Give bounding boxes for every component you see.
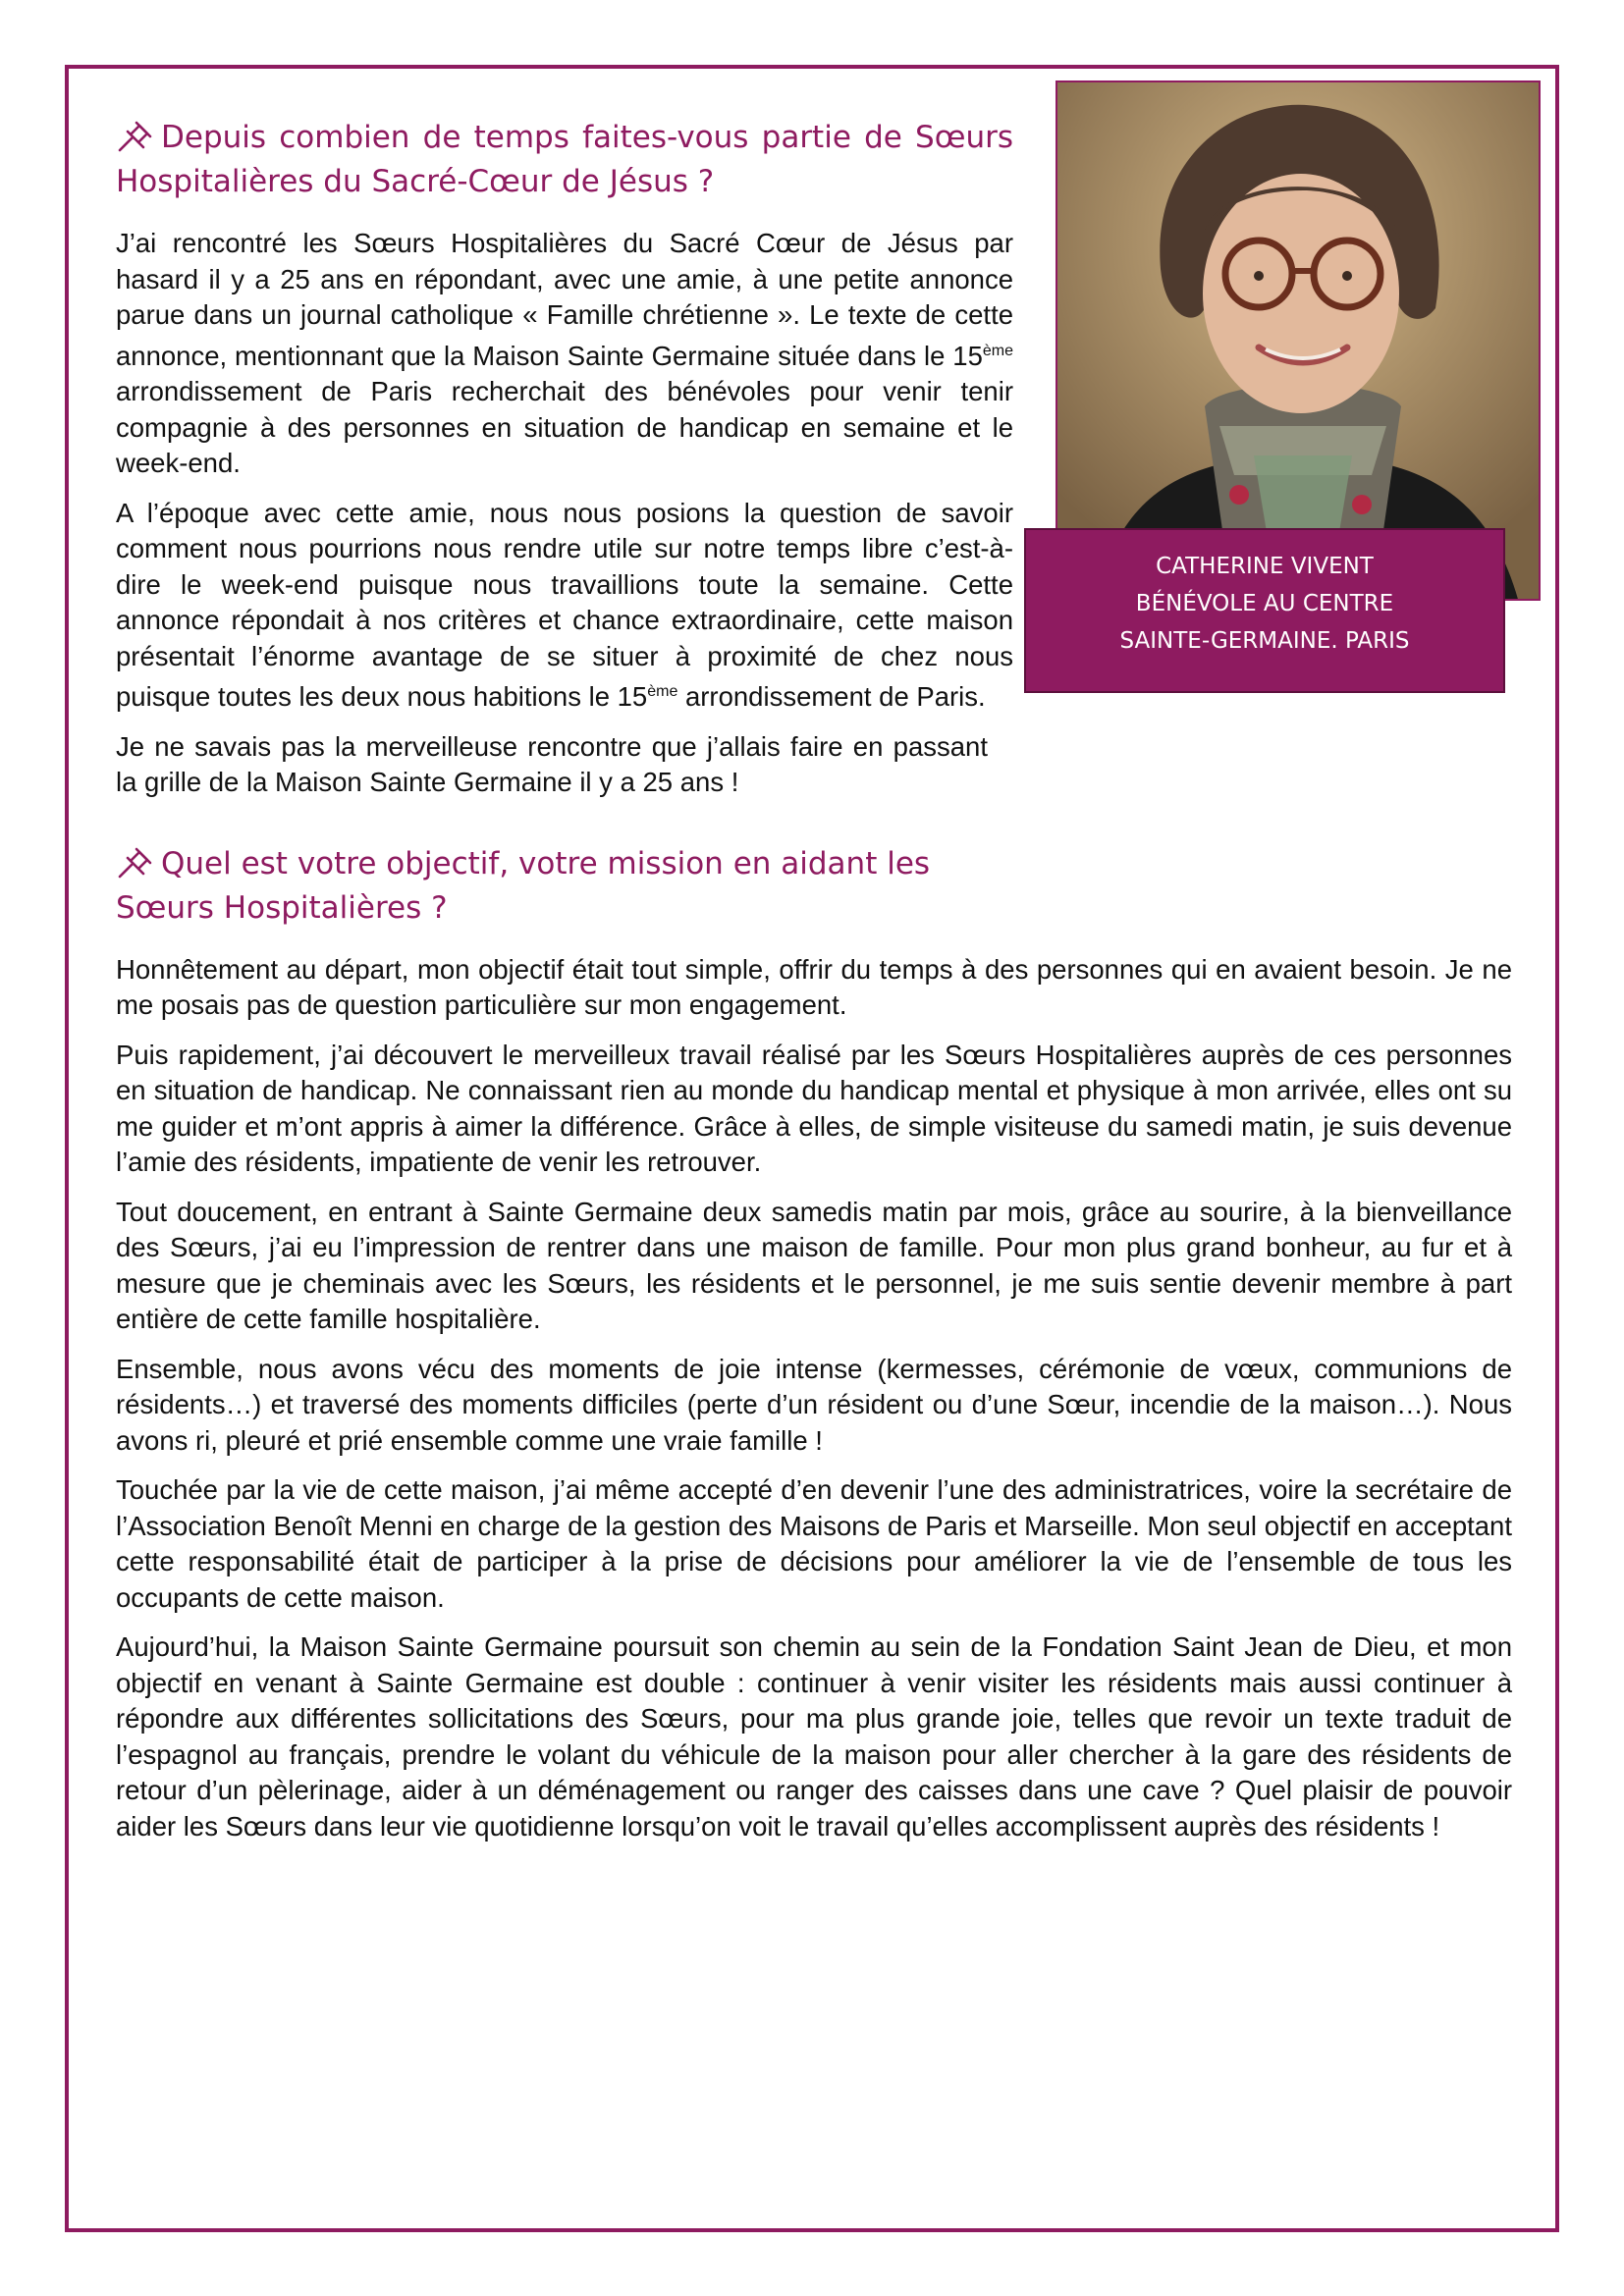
pushpin-icon bbox=[116, 844, 159, 880]
section-heading-1-text: Depuis combien de temps faites-vous partie de Sœurs Hospitalières du Sacré-Cœur de Jésus ? bbox=[116, 120, 1013, 199]
paragraph-text: A l’époque avec cette amie, nous nous posions la question de savoir comment nous pourrions nous rendre utile sur notre temps libre c’est-à-dire le week-end puisque nous travaillions toute la semaine. Cette annonce répondait à nos critères et chance extraordinaire, cette maison présentait l’énorme avantage de se situer à proximité de chez nous puisque toutes les deux nous habitions le 15 bbox=[116, 497, 1013, 713]
paragraph: Touchée par la vie de cette maison, j’ai même accepté d’en devenir l’une des administratrices, voire la secrétaire de l’Association Benoît Menni en charge de la gestion des Maisons de Paris et Marseille. Mon seul objectif en acceptant cette responsabilité était de participer à la prise de décisions pour améliorer la vie de l’ensemble de tous les occupants de cette maison. bbox=[116, 1474, 1512, 1613]
superscript: ème bbox=[982, 342, 1013, 359]
paragraph: Ensemble, nous avons vécu des moments de joie intense (kermesses, cérémonie de vœux, communions de résidents…) et traversé des moments difficiles (perte d’un résident ou d’une Sœur, incendie de la maison…). Nous avons ri, pleuré et prié ensemble comme une vraie famille ! bbox=[116, 1353, 1512, 1456]
section-heading-2-text: Quel est votre objectif, votre mission en aidant les Sœurs Hospitalières ? bbox=[116, 845, 931, 926]
article-body bbox=[116, 116, 1512, 1858]
caption-name: CATHERINE VIVENT bbox=[1156, 554, 1374, 579]
photo-spacer bbox=[1037, 116, 1512, 717]
caption-spacer bbox=[1009, 730, 1512, 878]
paragraph: Honnêtement au départ, mon objectif était tout simple, offrir du temps à des personnes qui en avaient besoin. Je ne me posais pas de question particulière sur mon engagement. bbox=[116, 953, 1512, 1021]
paragraph: Je ne savais pas la merveilleuse rencontre que j’allais faire en passant la grille de la Maison Sainte Germaine il y a 25 ans ! bbox=[116, 730, 988, 798]
paragraph-text: arrondissement de Paris. bbox=[677, 681, 986, 713]
paragraph: Aujourd’hui, la Maison Sainte Germaine poursuit son chemin au sein de la Fondation Saint Jean de Dieu, et mon objectif en venant à Sainte Germaine est double : continuer à venir visiter les résidents mais aussi continuer à répondre aux différentes sollicitations des Sœurs, pour ma plus grande joie, telles que revoir un texte traduit de l’espagnol au français, prendre le volant du véhicule de la maison pour aller chercher à la gare des résidents de retour d’un pèlerinage, aider à un déménagement ou ranger des caisses dans une cave ? Quel plaisir de pouvoir aider les Sœurs dans leur vie quotidienne lorsqu’on voit le travail qu’elles accomplissent auprès des résidents ! bbox=[116, 1631, 1512, 1842]
paragraph: Puis rapidement, j’ai découvert le merveilleux travail réalisé par les Sœurs Hospitalières auprès de ces personnes en situation de handicap. Ne connaissant rien au monde du handicap mental et physique à mon arrivée, elles ont su me guider et m’ont appris à aimer la différence. Grâce à elles, de simple visiteuse du samedi matin, je suis devenue l’amie des résidents, impatiente de venir les retrouver. bbox=[116, 1039, 1512, 1178]
caption-role: BÉNÉVOLE AU CENTRE bbox=[1135, 591, 1394, 616]
superscript: ème bbox=[647, 683, 678, 701]
paragraph-text: J’ai rencontré les Sœurs Hospitalières du Sacré Cœur de Jésus par hasard il y a 25 ans en répondant, avec une amie, à une petite annonce parue dans un journal catholique « Famille chrétienne ». Le texte de cette annonce, mentionnant que la Maison Sainte Germaine située dans le 15 bbox=[116, 228, 1013, 371]
caption-location: SAINTE-GERMAINE. PARIS bbox=[1119, 628, 1410, 654]
section-heading-1 bbox=[116, 116, 1033, 204]
paragraph-text: arrondissement de Paris recherchait des bénévoles pour venir tenir compagnie à des personnes en situation de handicap en semaine et le week-end. bbox=[116, 376, 1013, 479]
paragraph: Tout doucement, en entrant à Sainte Germaine deux samedis matin par mois, grâce au sourire, à la bienveillance des Sœurs, j’ai eu l’impression de rentrer dans une maison de famille. Pour mon plus grand bonheur, au fur et à mesure que je cheminais avec les Sœurs, les résidents et le personnel, je me suis sentie devenir membre à part entière de cette famille hospitalière. bbox=[116, 1196, 1512, 1335]
pushpin-icon bbox=[116, 118, 159, 153]
